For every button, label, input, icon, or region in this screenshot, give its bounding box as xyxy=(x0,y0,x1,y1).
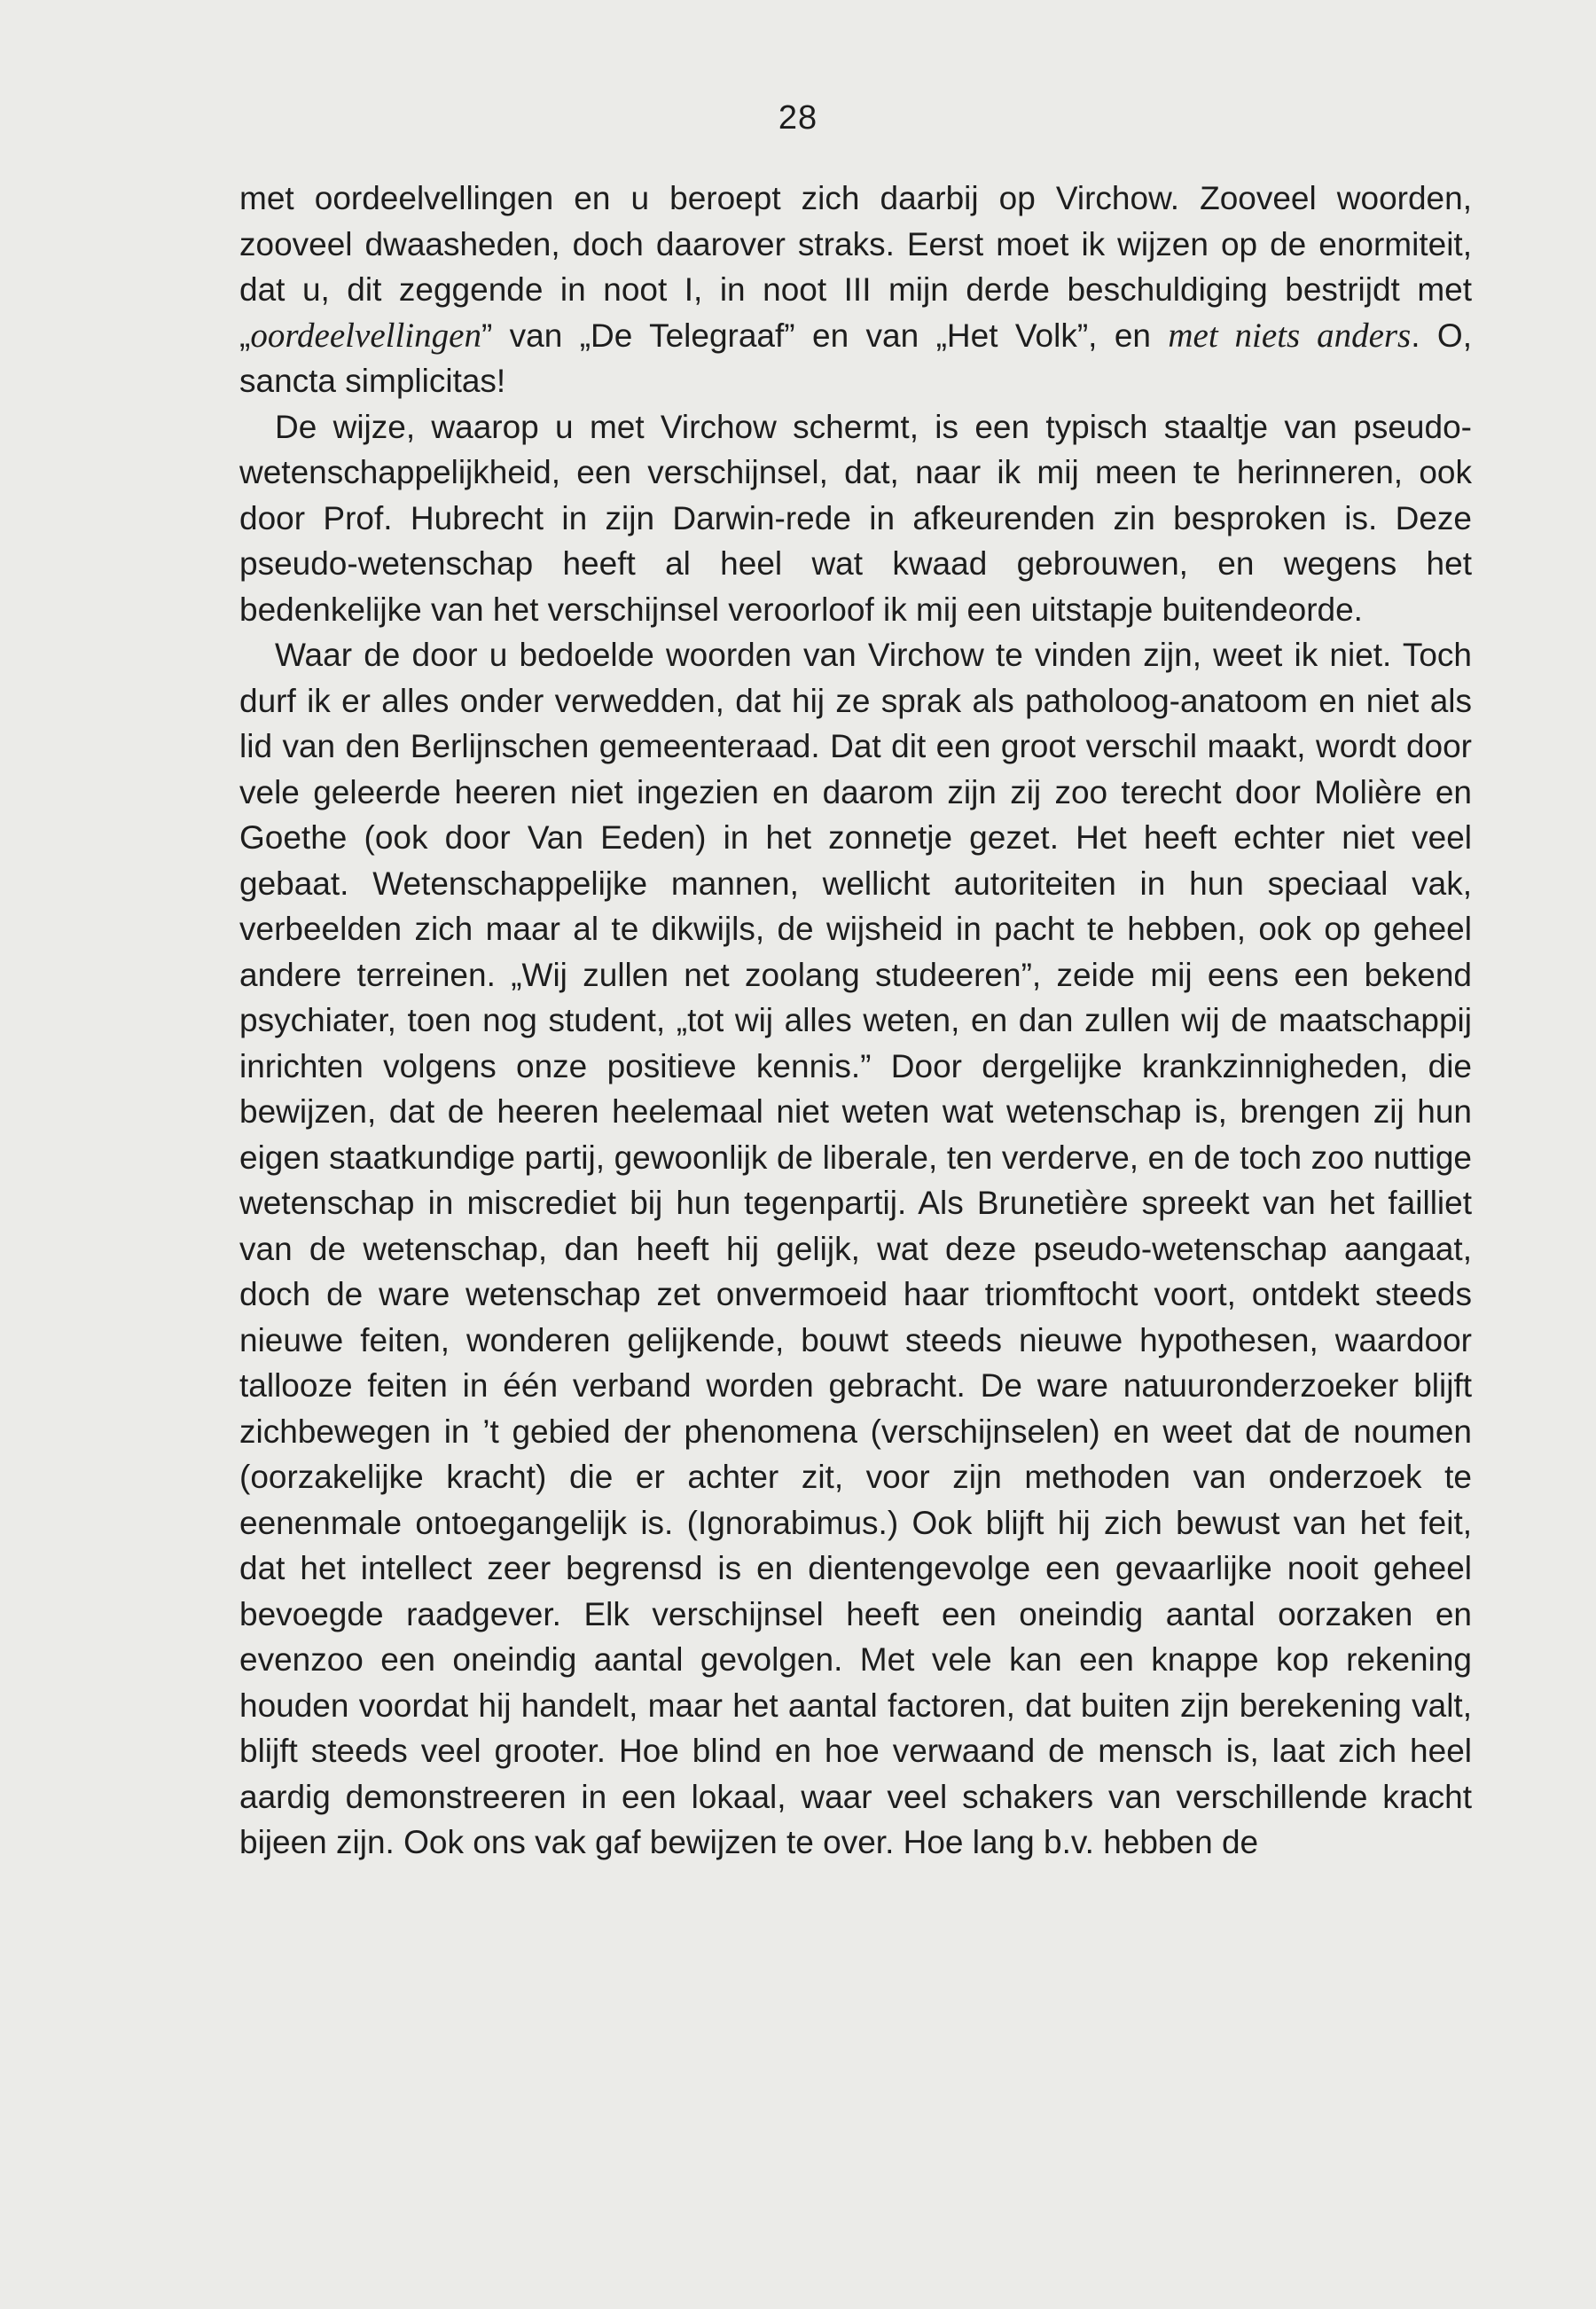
italic-text: oordeelvellingen xyxy=(250,316,481,355)
paragraph-1 xyxy=(239,176,1472,404)
body-text xyxy=(239,176,1472,1866)
paragraph-text: ” van „De Telegraaf” en van „Het Volk”, en xyxy=(481,317,1169,354)
paragraph-text: met oordeelvellingen en u beroept zich daarbij op Virchow. Zooveel woorden, zooveel dwaasheden, doch daarover straks. Eerst moet ik wijzen op de enormiteit, dat u, dit zeggende in noot I, in noot III mijn derde beschuldiging bestrijdt met „ xyxy=(239,180,1472,354)
italic-text: met niets anders xyxy=(1168,316,1412,355)
paragraph-2 xyxy=(239,404,1472,633)
paragraph-text: De wijze, waarop u met Virchow schermt, is een typisch staaltje van pseudo-wetenschappelijkheid, een verschijnsel, dat, naar ik mij meen te herinneren, ook door Prof. Hubrecht in zijn Darwin-rede in afkeurenden zin besproken is. Deze pseudo-wetenschap heeft al heel wat kwaad gebrouwen, en wegens het bedenkelijke van het verschijnsel veroorloof ik mij een uitstapje buitendeorde. xyxy=(239,408,1472,628)
paragraph-3 xyxy=(239,632,1472,1866)
paragraph-text: Waar de door u bedoelde woorden van Virchow te vinden zijn, weet ik niet. Toch durf ik er alles onder verwedden, dat hij ze sprak als patholoog-anatoom en niet als lid van den Berlijnschen gemeenteraad. Dat dit een groot verschil maakt, wordt door vele geleerde heeren niet ingezien en daarom zijn zij zoo terecht door Molière en Goethe (ook door Van Eeden) in het zonnetje gezet. Het heeft echter niet veel gebaat. Wetenschappelijke mannen, wellicht autoriteiten in hun speciaal vak, verbeelden zich maar al te dikwijls, de wijsheid in pacht te hebben, ook op geheel andere terreinen. „Wij zullen net zoolang studeeren”, zeide mij eens een bekend psychiater, toen nog student, „tot wij alles weten, en dan zullen wij de maatschappij inrichten volgens onze positieve kennis.” Door dergelijke krankzinnigheden, die bewijzen, dat de heeren heelemaal niet weten wat wetenschap is, brengen zij hun eigen staatkundige partij, gewoonlijk de liberale, ten verderve, en de toch zoo nuttige wetenschap in miscrediet bij hun tegenpartij. Als Brunetière spreekt van het failliet van de wetenschap, dan heeft hij gelijk, wat deze pseudo-wetenschap aangaat, doch de ware wetenschap zet onvermoeid haar triomftocht voort, ontdekt steeds nieuwe feiten, wonderen gelijkende, bouwt steeds nieuwe hypothesen, waardoor tallooze feiten in één verband worden gebracht. De ware natuuronderzoeker blijft zichbewegen in ’t gebied der phenomena (verschijnselen) en weet dat de noumen (oorzakelijke kracht) die er achter zit, voor zijn methoden van onderzoek te eenenmale ontoegangelijk is. (Ignorabimus.) Ook blijft hij zich bewust van het feit, dat het intellect zeer begrensd is en dientengevolge een gevaarlijke nooit geheel bevoegde raadgever. Elk verschijnsel heeft een oneindig aantal oorzaken en evenzoo een oneindig aantal gevolgen. Met vele kan een knappe kop rekening houden voordat hij handelt, maar het aantal factoren, dat buiten zijn berekening valt, blijft steeds veel grooter. Hoe blind en hoe verwaand de mensch is, laat zich heel aardig demonstreeren in een lokaal, waar veel schakers van verschillende kracht bijeen zijn. Ook ons vak gaf bewijzen te over. Hoe lang b.v. hebben de xyxy=(239,637,1472,1860)
page-number: 28 xyxy=(778,99,818,137)
paragraph-text: . O, sancta simplicitas! xyxy=(239,317,1472,399)
